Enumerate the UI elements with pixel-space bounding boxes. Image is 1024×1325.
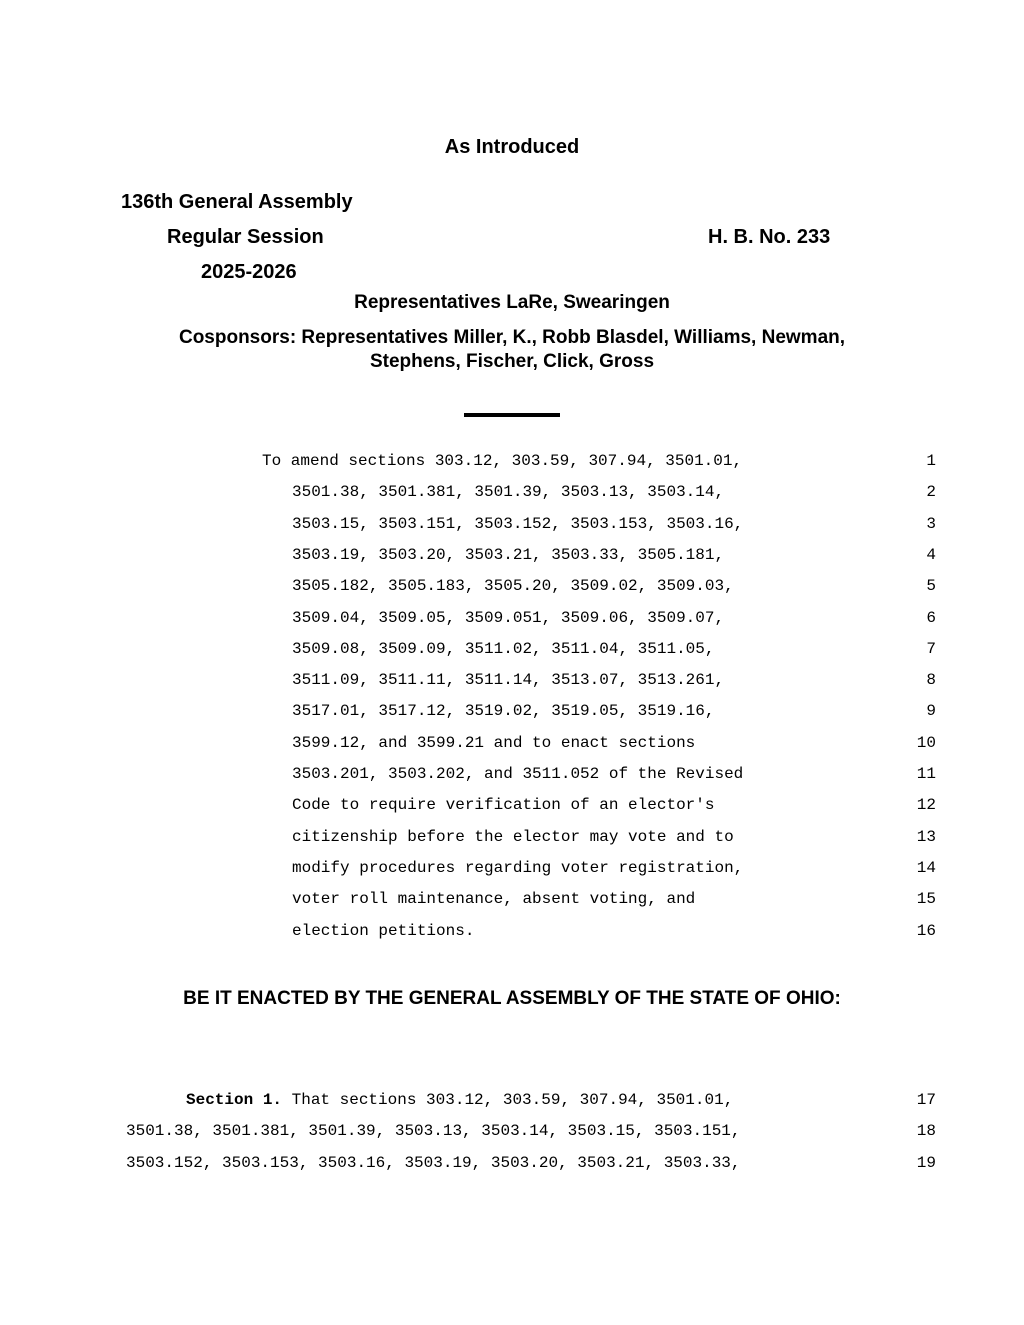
session-years: 2025-2026 <box>201 261 297 283</box>
line-number: 2 <box>926 483 936 501</box>
line-number: 15 <box>916 890 936 908</box>
line-number: 6 <box>926 609 936 627</box>
line-number: 12 <box>916 796 936 814</box>
title-line: 3509.08, 3509.09, 3511.02, 3511.04, 3511.05, <box>292 640 715 658</box>
section-1-line-2: 3501.38, 3501.381, 3501.39, 3503.13, 3503.14, 3503.15, 3503.151, <box>126 1122 741 1140</box>
line-number: 16 <box>916 922 936 940</box>
line-number: 3 <box>926 515 936 533</box>
line-number: 9 <box>926 702 936 720</box>
line-number: 7 <box>926 640 936 658</box>
title-line: 3503.201, 3503.202, and 3511.052 of the Revised <box>292 765 744 783</box>
title-line: voter roll maintenance, absent voting, and <box>292 890 696 908</box>
title-line: 3501.38, 3501.381, 3501.39, 3503.13, 3503.14, <box>292 483 725 501</box>
line-number: 11 <box>916 765 936 783</box>
section-1-line-1-text: That sections 303.12, 303.59, 307.94, 3501.01, <box>282 1091 734 1109</box>
title-divider <box>464 413 560 417</box>
line-number: 14 <box>916 859 936 877</box>
section-label: Section 1. <box>186 1091 283 1109</box>
line-number: 19 <box>916 1154 936 1172</box>
title-line: Code to require verification of an elector's <box>292 796 715 814</box>
section-1-line-3: 3503.152, 3503.153, 3503.16, 3503.19, 3503.20, 3503.21, 3503.33, <box>126 1154 741 1172</box>
cosponsors-line-2: Stephens, Fischer, Click, Gross <box>369 351 655 372</box>
cosponsors-line-1: Cosponsors: Representatives Miller, K., Robb Blasdel, Williams, Newman, <box>178 327 846 348</box>
line-number: 4 <box>926 546 936 564</box>
title-line: 3503.19, 3503.20, 3503.21, 3503.33, 3505.181, <box>292 546 725 564</box>
bill-status: As Introduced <box>444 136 580 158</box>
title-line: To amend sections 303.12, 303.59, 307.94, 3501.01, <box>262 452 743 470</box>
general-assembly: 136th General Assembly <box>121 191 353 213</box>
line-number: 8 <box>926 671 936 689</box>
sponsors: Representatives LaRe, Swearingen <box>354 292 670 313</box>
title-line: 3505.182, 3505.183, 3505.20, 3509.02, 3509.03, <box>292 577 734 595</box>
line-number: 5 <box>926 577 936 595</box>
line-number: 1 <box>926 452 936 470</box>
session-name: Regular Session <box>167 226 324 248</box>
title-line: 3509.04, 3509.05, 3509.051, 3509.06, 3509.07, <box>292 609 725 627</box>
line-number: 13 <box>916 828 936 846</box>
title-line: election petitions. <box>292 922 475 940</box>
title-line: 3503.15, 3503.151, 3503.152, 3503.153, 3503.16, <box>292 515 744 533</box>
line-number: 17 <box>916 1091 936 1109</box>
line-number: 10 <box>916 734 936 752</box>
enacting-clause: BE IT ENACTED BY THE GENERAL ASSEMBLY OF THE STATE OF OHIO: <box>183 988 841 1009</box>
title-line: modify procedures regarding voter registration, <box>292 859 744 877</box>
section-1-line-1 <box>186 1090 733 1110</box>
title-line: citizenship before the elector may vote and to <box>292 828 734 846</box>
title-line: 3517.01, 3517.12, 3519.02, 3519.05, 3519.16, <box>292 702 715 720</box>
bill-number: H. B. No. 233 <box>708 226 831 248</box>
line-number: 18 <box>916 1122 936 1140</box>
title-line: 3511.09, 3511.11, 3511.14, 3513.07, 3513.261, <box>292 671 725 689</box>
title-line: 3599.12, and 3599.21 and to enact sections <box>292 734 696 752</box>
